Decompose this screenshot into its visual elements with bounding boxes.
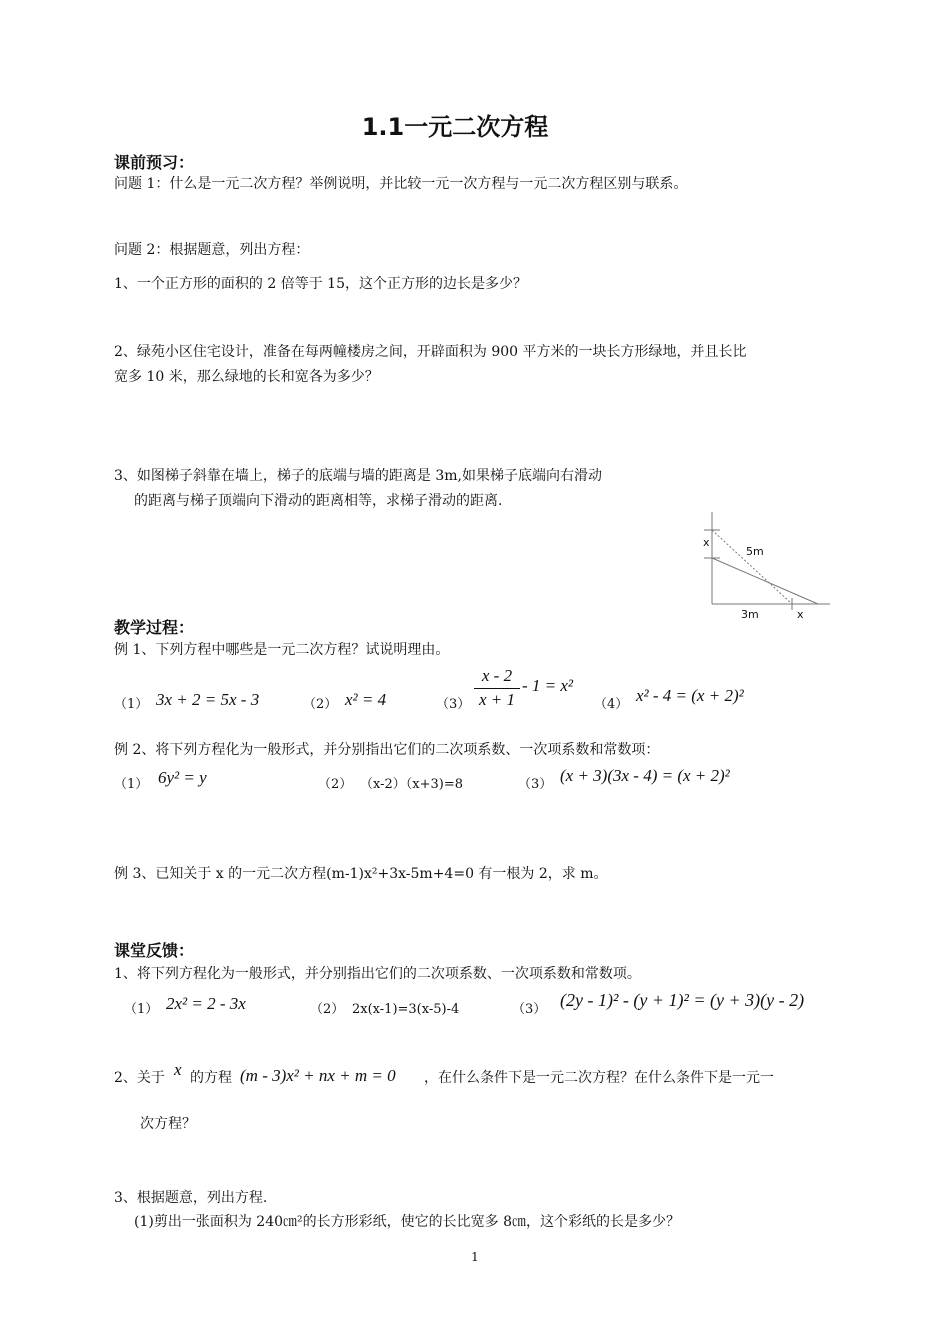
ex2-item-3-eq: (x + 3)(3x - 4) = (x + 2)² — [560, 766, 730, 785]
section-heading-preview: 课前预习： — [114, 153, 195, 172]
f1-item-1-num: （1） — [124, 1002, 159, 1017]
ex1-item-4-eq: x² - 4 = (x + 2)² — [636, 686, 744, 705]
feedback-3: 3、根据题意，列出方程. — [114, 1190, 268, 1206]
ex1-item-1-num: （1） — [114, 697, 149, 712]
question-1: 问题 1：什么是一元二次方程？举例说明，并比较一元一次方程与一元二次方程区别与联系。 — [114, 176, 688, 192]
ex2-item-1-eq: 6y² = y — [158, 768, 207, 787]
problem-2-line-2: 宽多 10 米，那么绿地的长和宽各为多少？ — [114, 369, 379, 385]
page-number: 1 — [471, 1250, 479, 1264]
ex1-item-4-num: （4） — [594, 697, 629, 712]
ex2-item-2-num: （2） — [318, 777, 353, 792]
feedback-2-line-2: 次方程？ — [140, 1116, 196, 1132]
feedback-2-suffix: ，在什么条件下是一元二次方程？在什么条件下是一元一 — [424, 1070, 774, 1086]
feedback-1: 1、将下列方程化为一般形式，并分别指出它们的二次项系数、一次项系数和常数项。 — [114, 966, 641, 982]
feedback-3-1: (1)剪出一张面积为 240㎝²的长方形彩纸，使它的长比宽多 8㎝，这个彩纸的长是多少？ — [134, 1214, 680, 1230]
problem-2-line-1: 2、绿苑小区住宅设计，准备在每两幢楼房之间，开辟面积为 900 平方米的一块长方形绿地，并且长比 — [114, 344, 747, 360]
ex1-item-3-numerator: x - 2 — [481, 666, 513, 685]
f1-item-3-num: （3） — [512, 1002, 547, 1017]
label-3m: 3m — [741, 608, 759, 621]
feedback-2-prefix: 2、关于 — [114, 1070, 165, 1086]
example-3: 例 3、已知关于 x 的一元二次方程(m-1)x²+3x-5m+4=0 有一根为 2，求 m。 — [114, 866, 608, 882]
ex1-item-2-num: （2） — [303, 697, 338, 712]
feedback-2-var: x — [174, 1060, 182, 1079]
f1-item-2-num: （2） — [310, 1002, 345, 1017]
ex1-item-3-fraction-bar — [474, 688, 520, 689]
ex2-item-2-eq: （x-2）（x+3)=8 — [360, 777, 463, 792]
f1-item-3-eq: (2y - 1)² - (y + 1)² = (y + 3)(y - 2) — [560, 990, 805, 1010]
problem-1: 1、一个正方形的面积的 2 倍等于 15，这个正方形的边长是多少？ — [114, 276, 527, 292]
example-1: 例 1、下列方程中哪些是一元二次方程？试说明理由。 — [114, 642, 450, 658]
label-x-bottom: x — [797, 608, 804, 621]
section-heading-feedback: 课堂反馈： — [114, 941, 195, 960]
ex2-item-3-num: （3） — [518, 777, 553, 792]
ex1-item-3-denominator: x + 1 — [478, 690, 516, 709]
section-heading-process: 教学过程： — [114, 618, 195, 637]
label-5m: 5m — [746, 545, 764, 558]
feedback-2-mid: 的方程 — [190, 1070, 232, 1086]
problem-3-line-1: 3、如图梯子斜靠在墙上，梯子的底端与墙的距离是 3m,如果梯子底端向右滑动 — [114, 468, 602, 484]
problem-3-line-2: 的距离与梯子顶端向下滑动的距离相等，求梯子滑动的距离. — [134, 493, 503, 509]
page-title: 1.1一元二次方程 — [361, 113, 549, 141]
ex1-item-2-eq: x² = 4 — [345, 690, 387, 709]
example-2: 例 2、将下列方程化为一般形式，并分别指出它们的二次项系数、一次项系数和常数项： — [114, 742, 660, 758]
ladder-figure — [700, 508, 840, 628]
feedback-2-eq: (m - 3)x² + nx + m = 0 — [240, 1066, 396, 1085]
f1-item-2-eq: 2x(x-1)=3(x-5)-4 — [352, 1002, 460, 1017]
ladder-moved — [712, 558, 818, 604]
f1-item-1-eq: 2x² = 2 - 3x — [166, 994, 246, 1013]
ex1-item-3-num: （3） — [436, 697, 471, 712]
ex1-item-1-eq: 3x + 2 = 5x - 3 — [156, 690, 260, 709]
ex1-item-3-eq-rest: - 1 = x² — [522, 676, 574, 695]
ex2-item-1-num: （1） — [114, 777, 149, 792]
ladder-original — [712, 530, 792, 604]
label-x-left: x — [703, 536, 710, 549]
question-2: 问题 2：根据题意，列出方程： — [114, 242, 310, 258]
